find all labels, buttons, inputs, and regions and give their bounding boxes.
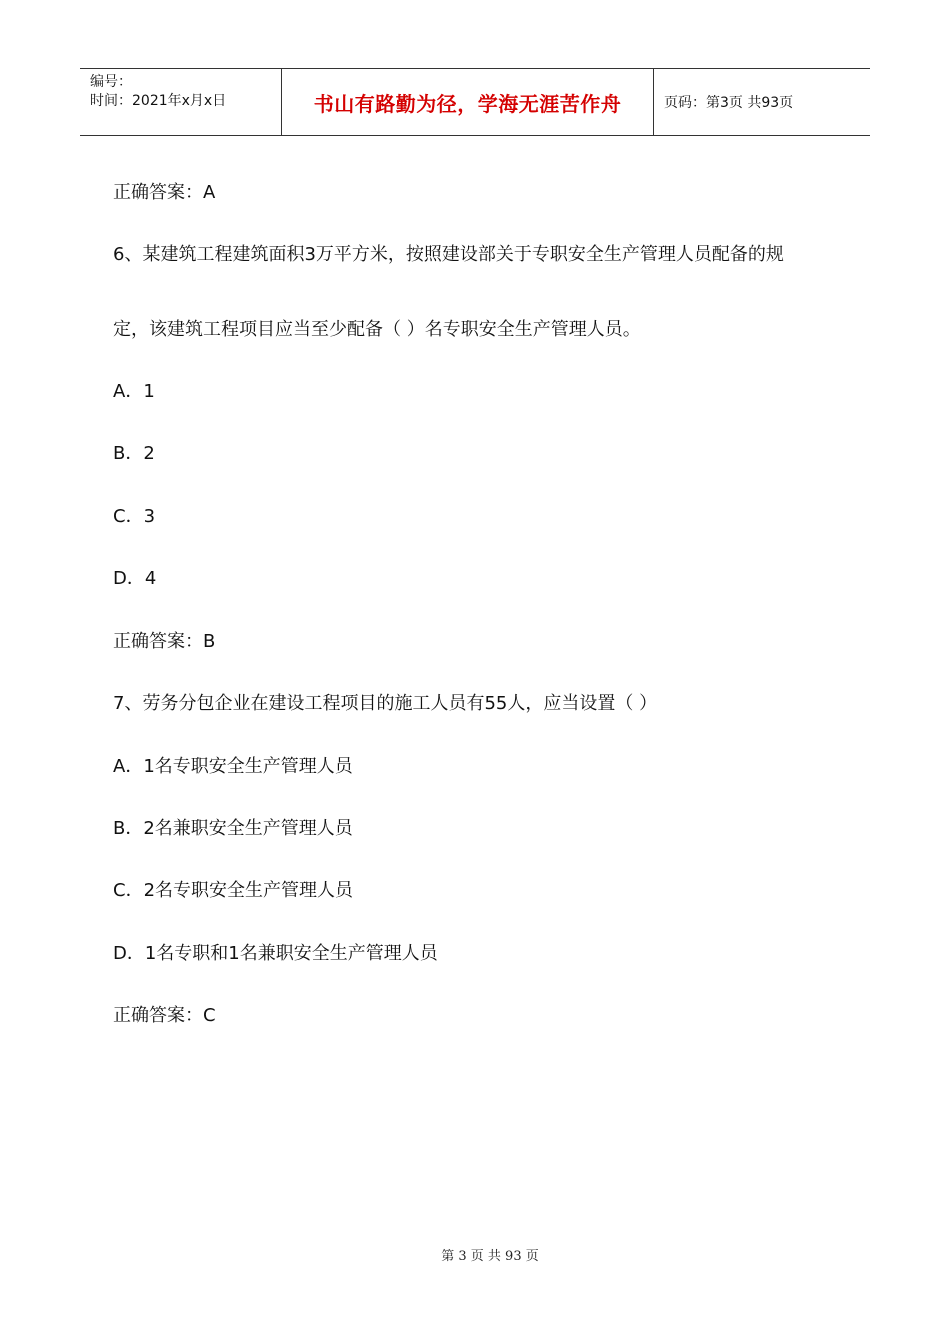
question-7-option-c: C．2名专职安全生产管理人员 [113, 880, 354, 901]
header-page-info: 页码：第3页 共93页 [664, 95, 794, 111]
previous-answer: 正确答案：A [113, 182, 216, 203]
question-7-answer: 正确答案：C [113, 1005, 216, 1026]
question-6-line-1: 6、某建筑工程建筑面积3万平方米，按照建设部关于专职安全生产管理人员配备的规 [113, 244, 784, 265]
page-footer: 第 3 页 共 93 页 [441, 1249, 539, 1264]
question-7-line-1: 7、劳务分包企业在建设工程项目的施工人员有55人，应当设置（ ） [113, 693, 658, 714]
question-6-line-2: 定，该建筑工程项目应当至少配备（ ）名专职安全生产管理人员。 [113, 319, 641, 340]
header-table [80, 68, 870, 136]
question-6-option-c: C．3 [113, 506, 156, 527]
question-6-option-b: B．2 [113, 443, 155, 464]
question-7-option-d: D．1名专职和1名兼职安全生产管理人员 [113, 943, 438, 964]
question-7-option-b: B．2名兼职安全生产管理人员 [113, 818, 353, 839]
date-label: 时间：2021年x月x日 [90, 93, 227, 109]
header-meta-cell [80, 69, 282, 135]
question-6-answer: 正确答案：B [113, 631, 216, 652]
header-motto: 书山有路勤为径，学海无涯苦作舟 [282, 69, 654, 135]
question-6-option-a: A．1 [113, 381, 155, 402]
code-label: 编号： [90, 74, 132, 90]
question-7-option-a: A．1名专职安全生产管理人员 [113, 756, 353, 777]
question-6-option-d: D．4 [113, 568, 157, 589]
